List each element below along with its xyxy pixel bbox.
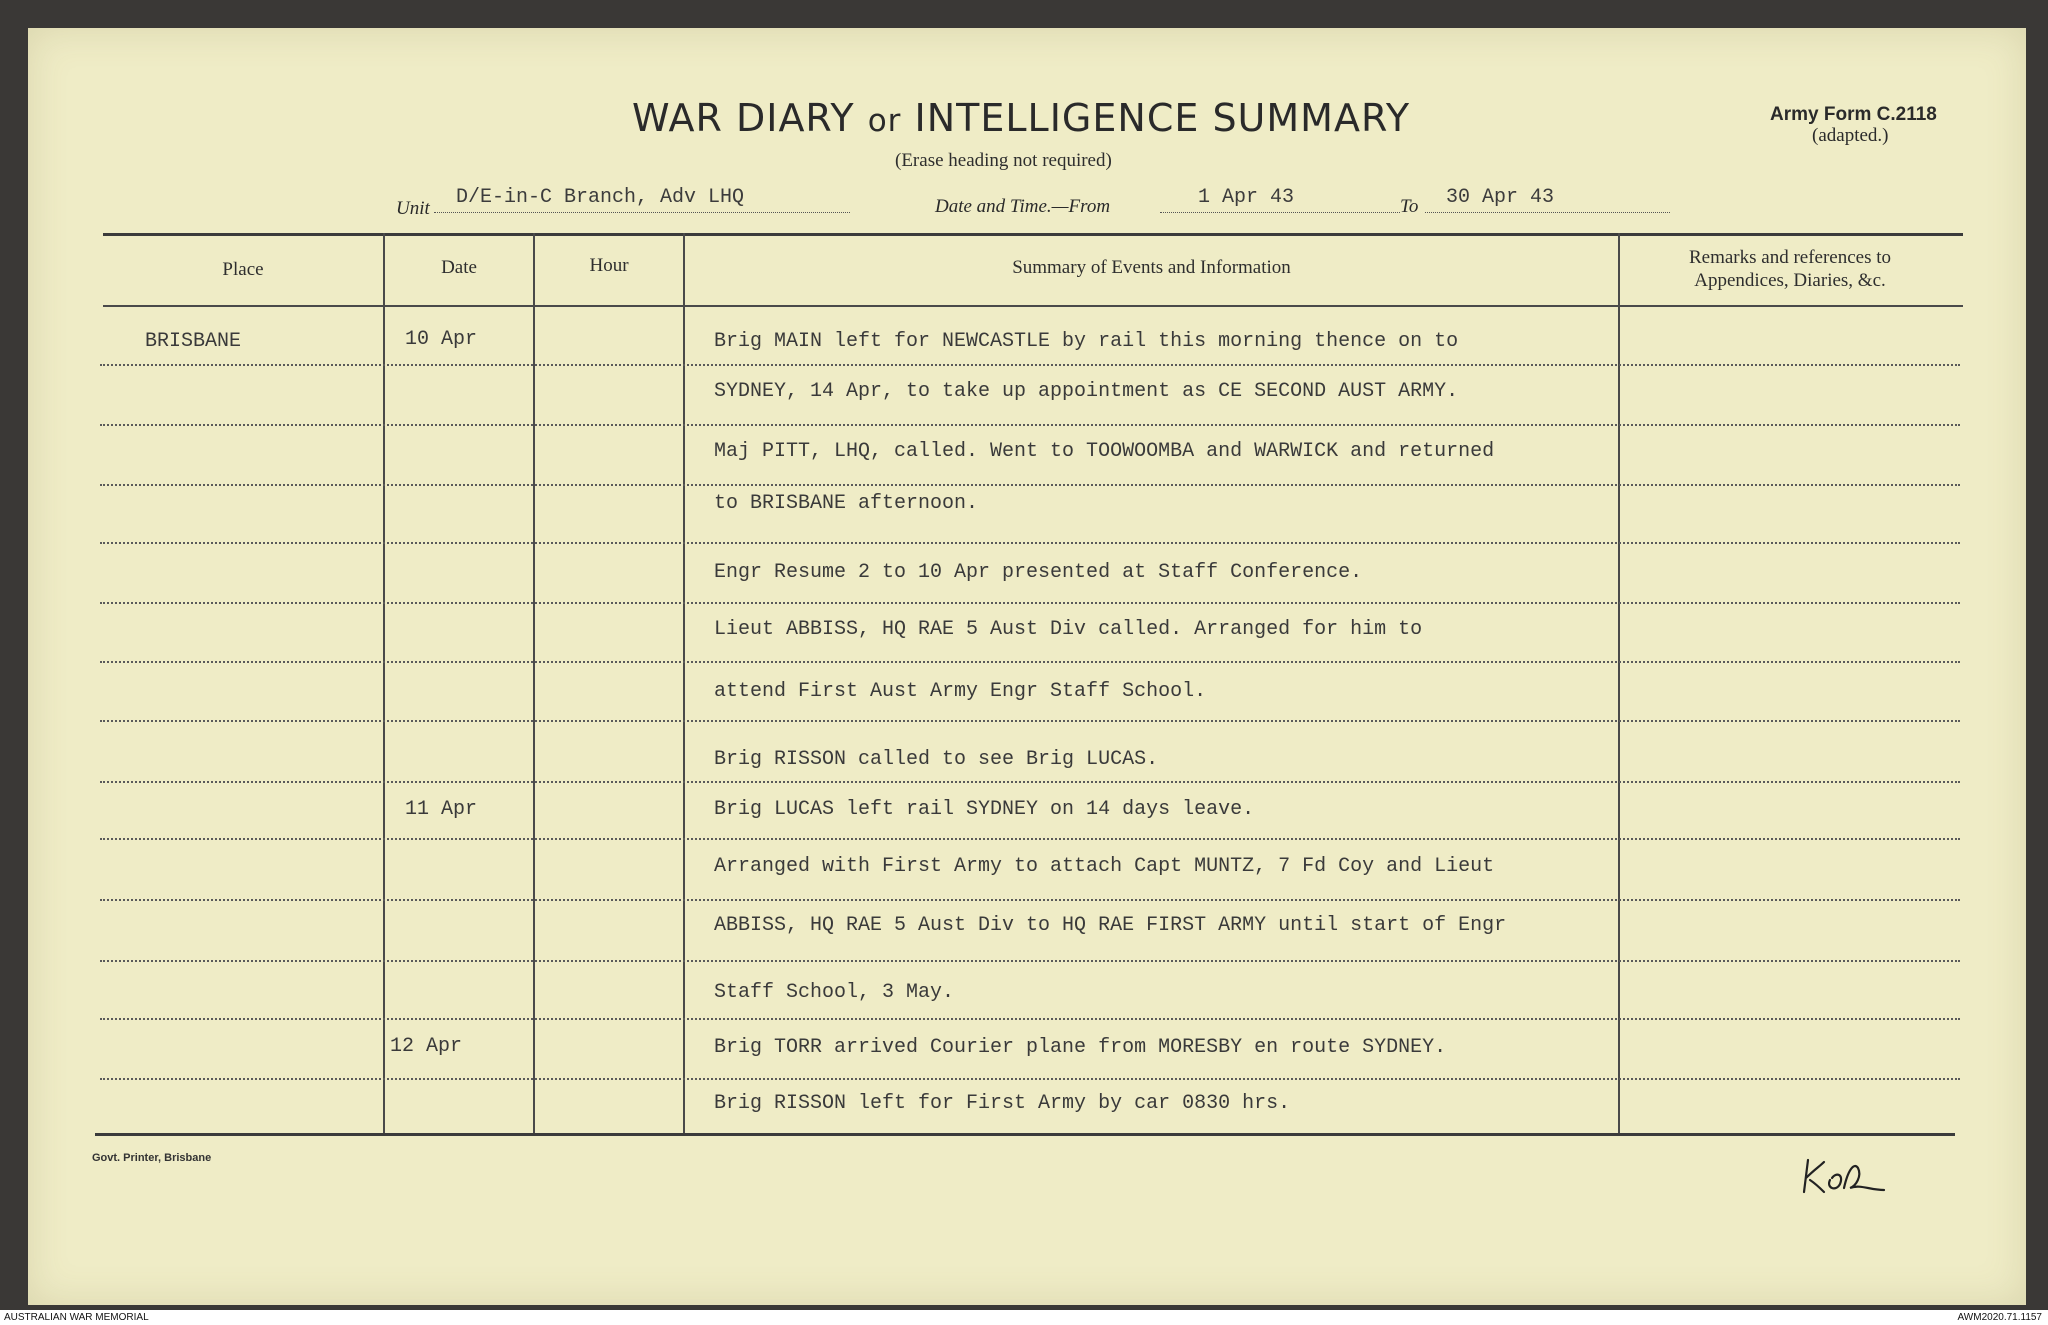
date-time-from-label: Date and Time.—From [935,196,1111,217]
handwritten-initials [1800,1150,1890,1200]
row-separator [100,838,1960,840]
cell-summary: Brig LUCAS left rail SYDNEY on 14 days leave. [714,798,1255,821]
from-underline [1160,212,1400,213]
form-adapted: (adapted.) [1812,125,1889,146]
row-separator [100,484,1960,486]
header-bottom-rule [103,305,1963,307]
row-separator [100,781,1960,783]
cell-summary: attend First Aust Army Engr Staff School. [714,680,1207,703]
cell-summary: Brig TORR arrived Courier plane from MORESBY en route SYDNEY. [714,1036,1447,1059]
cell-summary: to BRISBANE afternoon. [714,492,979,515]
subtitle: (Erase heading not required) [895,150,1112,171]
row-separator [100,364,1960,366]
to-value: 30 Apr 43 [1446,186,1555,209]
row-separator [100,542,1960,544]
col-header-summary: Summary of Events and Information [1012,257,1291,278]
cell-summary: Staff School, 3 May. [714,981,955,1004]
col-header-place: Place [222,259,264,280]
row-separator [100,661,1960,663]
cell-place: BRISBANE [145,330,242,353]
title-or: or [867,103,902,139]
cell-summary: Arranged with First Army to attach Capt MUNTZ, 7 Fd Coy and Lieut [714,855,1495,878]
cell-summary: Engr Resume 2 to 10 Apr presented at Staff Conference. [714,561,1363,584]
row-separator [100,720,1960,722]
cell-date: 11 Apr [405,798,478,821]
printer-imprint: Govt. Printer, Brisbane [92,1152,212,1164]
row-separator [100,1018,1960,1020]
divider-hour-summary [683,233,685,1133]
archive-caption-strip [0,1310,2048,1325]
page-title [632,96,1410,140]
col-header-remarks: Remarks and references to Appendices, Diaries, &c. [1688,247,1892,291]
title-war-diary: WAR DIARY [632,96,855,140]
archive-name: AUSTRALIAN WAR MEMORIAL [4,1312,149,1323]
cell-summary: Brig MAIN left for NEWCASTLE by rail this morning thence on to [714,330,1459,353]
cell-summary: Maj PITT, LHQ, called. Went to TOOWOOMBA and WARWICK and returned [714,440,1495,463]
row-separator [100,424,1960,426]
cell-summary: SYDNEY, 14 Apr, to take up appointment as CE SECOND AUST ARMY. [714,380,1459,403]
table-top-rule [103,233,1963,236]
cell-date: 12 Apr [390,1035,463,1058]
row-separator [100,602,1960,604]
cell-summary: ABBISS, HQ RAE 5 Aust Div to HQ RAE FIRST ARMY until start of Engr [714,914,1507,937]
cell-date: 10 Apr [405,328,478,351]
title-intelligence-summary: INTELLIGENCE SUMMARY [914,96,1411,140]
unit-value: D/E-in-C Branch, Adv LHQ [456,186,745,209]
row-separator [100,899,1960,901]
cell-summary: Lieut ABBISS, HQ RAE 5 Aust Div called. Arranged for him to [714,618,1423,641]
unit-label: Unit [396,198,430,219]
to-label: To [1400,196,1419,217]
divider-summary-remarks [1618,233,1620,1133]
unit-underline [434,212,850,213]
archive-reference: AWM2020.71.1157 [1957,1312,2042,1323]
from-value: 1 Apr 43 [1198,186,1295,209]
row-separator [100,1078,1960,1080]
cell-summary: Brig RISSON called to see Brig LUCAS. [714,748,1159,771]
cell-summary: Brig RISSON left for First Army by car 0830 hrs. [714,1092,1291,1115]
form-number: Army Form C.2118 [1770,104,1937,125]
col-header-hour: Hour [589,255,629,276]
row-separator [100,960,1960,962]
col-header-date: Date [441,257,477,278]
divider-place-date [383,233,385,1133]
to-underline [1425,212,1670,213]
divider-date-hour [533,233,535,1133]
table-bottom-rule [95,1133,1955,1136]
